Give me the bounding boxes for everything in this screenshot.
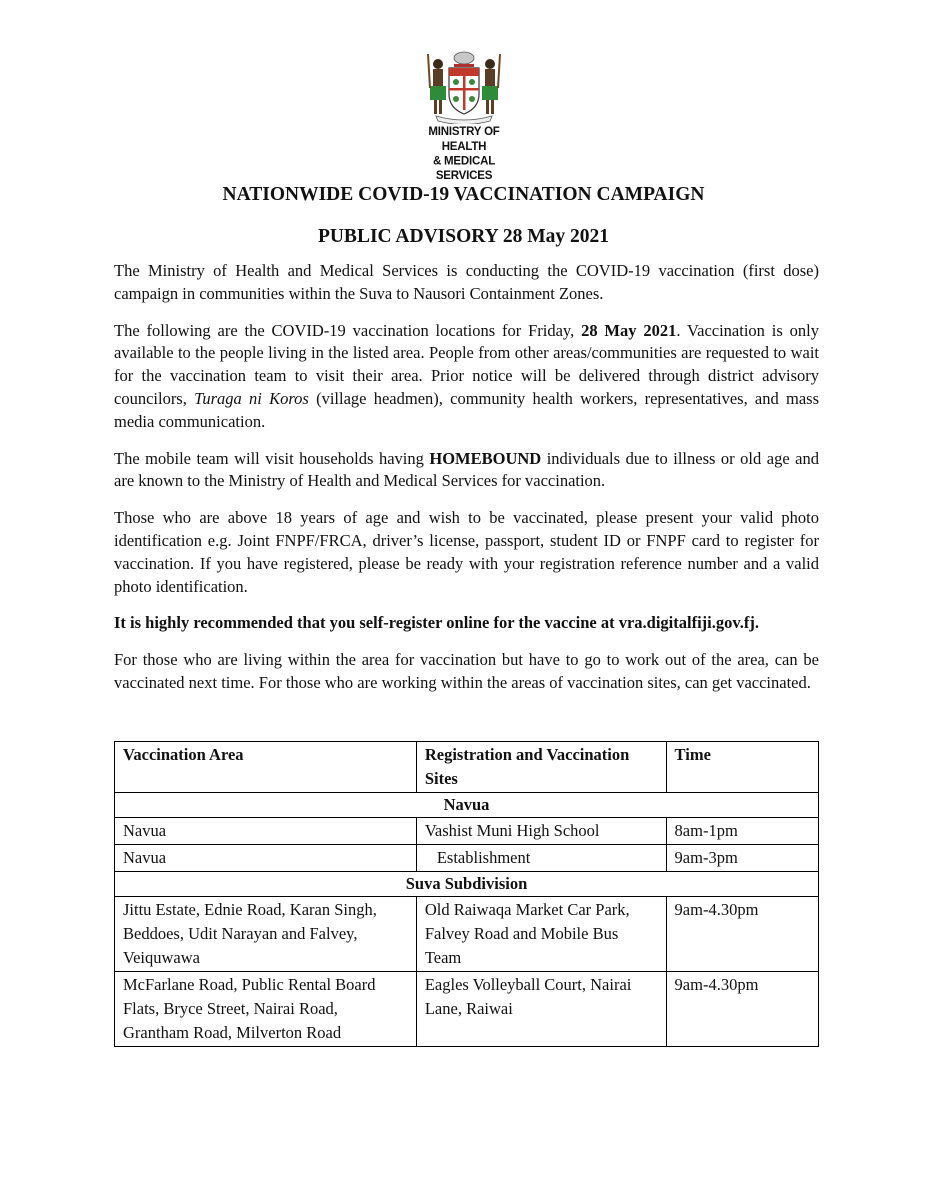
cell-area: McFarlane Road, Public Rental Board Flats, Bryce Street, Nairai Road, Grantham Road, Milverton Road bbox=[115, 972, 417, 1047]
table-row bbox=[115, 897, 819, 972]
cell-site: Eagles Volleyball Court, Nairai Lane, Raiwai bbox=[416, 972, 666, 1047]
cell-area: Jittu Estate, Ednie Road, Karan Singh, Beddoes, Udit Narayan and Falvey, Veiquwawa bbox=[115, 897, 417, 972]
org-name-line2: & MEDICAL SERVICES bbox=[432, 155, 496, 183]
table-header-row bbox=[115, 742, 819, 793]
paragraph-identification: Those who are above 18 years of age and wish to be vaccinated, please present your valid photo identification e.g. Joint FNPF/FRCA, driver’s license, passport, student ID or FNPF card to register for vaccination. If you have registered, please be ready with your registration reference number and a valid photo identification. bbox=[114, 508, 819, 596]
paragraph-intro: The Ministry of Health and Medical Services is conducting the COVID-19 vaccination (first dose) campaign in communities within the Suva to Nausori Containment Zones. bbox=[114, 261, 819, 303]
paragraph-homebound: The mobile team will visit households having HOMEBOUND individuals due to illness or old age and are known to the Ministry of Health and Medical Services for vaccination. bbox=[114, 448, 820, 491]
cell-time: 9am-3pm bbox=[666, 845, 818, 872]
ministry-logo bbox=[405, 48, 523, 182]
table-row bbox=[115, 845, 819, 872]
header-time: Time bbox=[666, 742, 818, 793]
section-row-suva-subdivision bbox=[115, 872, 819, 897]
advisory-body bbox=[114, 260, 819, 709]
paragraph-locations: The following are the COVID-19 vaccination locations for Friday, 28 May 2021. Vaccination is only available to the people living in the listed area. People from other areas/communities are requested to wait for the vaccination team to visit their area. Prior notice will be delivered through district advisory councilors, Turaga ni Koros (village headmen), community health workers, representatives, and mass media communication. bbox=[114, 320, 819, 431]
cell-area: Navua bbox=[115, 818, 417, 845]
cell-time: 9am-4.30pm bbox=[666, 897, 818, 972]
section-title: Navua bbox=[115, 793, 819, 818]
section-row-navua bbox=[115, 793, 819, 818]
vaccination-schedule-table bbox=[114, 741, 819, 1047]
cell-time: 8am-1pm bbox=[666, 818, 818, 845]
fiji-coat-of-arms-icon bbox=[416, 48, 512, 124]
table-row bbox=[115, 818, 819, 845]
advisory-title: PUBLIC ADVISORY 28 May 2021 bbox=[317, 226, 610, 247]
homebound-emphasis: HOMEBOUND bbox=[429, 448, 542, 468]
section-title: Suva Subdivision bbox=[115, 872, 819, 897]
cell-site: Old Raiwaqa Market Car Park, Falvey Road and Mobile Bus Team bbox=[416, 897, 666, 972]
header-vaccination-area: Vaccination Area bbox=[115, 742, 417, 793]
paragraph-work-area: For those who are living within the area for vaccination but have to go to work out of the area, can be vaccinated next time. For those who are working within the areas of vaccination sites, can get vaccinated. bbox=[114, 650, 819, 692]
paragraph-self-register: It is highly recommended that you self-register online for the vaccine at vra.digitalfiji.gov.fj. bbox=[114, 613, 759, 633]
cell-area: Navua bbox=[115, 845, 417, 872]
table-row bbox=[115, 972, 819, 1047]
date-emphasis: 28 May 2021 bbox=[581, 320, 677, 340]
turaga-ni-koros: Turaga ni Koros bbox=[194, 388, 309, 408]
org-name-line1: MINISTRY OF HEALTH bbox=[428, 125, 500, 153]
cell-site: Vashist Muni High School bbox=[416, 818, 666, 845]
campaign-title: NATIONWIDE COVID-19 VACCINATION CAMPAIGN bbox=[222, 184, 705, 205]
cell-site: Establishment bbox=[416, 845, 666, 872]
header-sites: Registration and Vaccination Sites bbox=[416, 742, 666, 793]
cell-time: 9am-4.30pm bbox=[666, 972, 818, 1047]
